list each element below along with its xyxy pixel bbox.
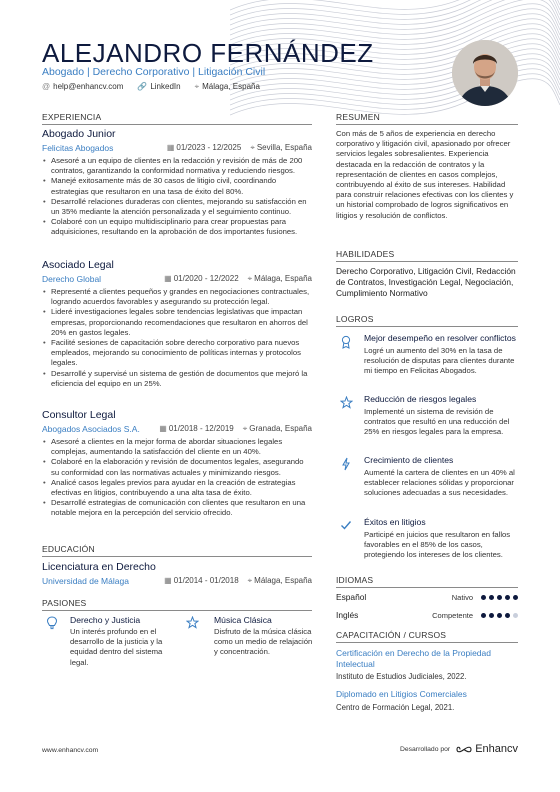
experience-item [42, 409, 312, 519]
powered-by-label: Desarrollado por [399, 745, 451, 753]
rating-dot [513, 613, 518, 618]
bullet-item: • Desarrollé relaciones duraderas con clientes, mejorando su satisfacción en un 35% mediante la atención personalizada y el seguimiento continuo. [42, 197, 312, 217]
enhancv-logo[interactable] [456, 743, 518, 755]
education-divider [42, 556, 312, 557]
company-name: Abogados Asociados S.A. [42, 424, 140, 434]
job-bullets [42, 156, 312, 238]
school-name: Universidad de Málaga [42, 576, 129, 586]
course-org: Instituto de Estudios Judiciales, 2022. [336, 672, 467, 681]
location-text: Málaga, España [202, 82, 260, 91]
location-pin-icon: ⌖ [242, 424, 248, 433]
education-dates: ▦ 01/2014 - 01/2018 [164, 576, 239, 585]
passion-title: Derecho y Justicia [70, 615, 141, 625]
job-dates: ▦ 01/2018 - 12/2019 [159, 424, 234, 433]
calendar-icon: ▦ [159, 424, 167, 433]
bullet-item: • Asesoré a un equipo de clientes en la redacción y revisión de más de 200 contratos, garantizando la conformidad normativa y reduciendo riesgos. [42, 156, 312, 176]
check-icon [336, 517, 356, 560]
languages-heading: IDIOMAS [336, 575, 374, 585]
contact-bar [42, 82, 260, 92]
achievement-title: Éxitos en litigios [364, 517, 426, 527]
language-rating [481, 595, 518, 600]
education-item [42, 561, 312, 586]
skills-text: Derecho Corporativo, Litigación Civil, Redacción de Contratos, Investigación Legal, Negociación, Cumplimiento Normativo [336, 266, 516, 298]
rating-dot [481, 595, 486, 600]
achievement-item [336, 517, 518, 560]
award-icon [336, 333, 356, 376]
profile-photo [452, 40, 518, 106]
rating-dot [489, 613, 494, 618]
passions-divider [42, 610, 312, 611]
location-pin-icon: ⌖ [247, 576, 253, 585]
lightbulb-icon [42, 615, 62, 668]
training-heading: CAPACITACIÓN / CURSOS [336, 630, 447, 640]
job-bullets [42, 287, 312, 389]
bullet-item: • Manejé exitosamente más de 30 casos de litigio civil, coordinando estrategias que resultaron en una tasa de éxito del 80%. [42, 176, 312, 196]
star-icon [186, 615, 206, 658]
achievement-title: Crecimiento de clientes [364, 455, 454, 465]
location-contact [195, 82, 260, 92]
experience-divider [42, 124, 312, 125]
course-title[interactable]: Certificación en Derecho de la Propiedad Intelectual [336, 648, 491, 669]
bullet-item: • Colaboré con un equipo multidisciplinario para crear propuestas para adquisiciones, resultando en la aprobación de dos importantes fusiones. [42, 217, 312, 237]
rating-dot [505, 595, 510, 600]
bullet-item: • Facilité sesiones de capacitación sobre derecho corporativo para nuevos empleados, mejorando su conocimiento de políticas internas y protocolos legales. [42, 338, 312, 369]
bullet-item: • Desarrollé estrategias de comunicación con clientes que resultaron en una notable mejora en la percepción del servicio ofrecido. [42, 498, 312, 518]
achievements-divider [336, 326, 518, 327]
location-pin-icon: ⌖ [194, 82, 200, 91]
calendar-icon: ▦ [164, 274, 172, 283]
calendar-icon: ▦ [166, 143, 175, 152]
calendar-icon: ▦ [164, 576, 172, 585]
training-divider [336, 642, 518, 643]
rating-dot [497, 595, 502, 600]
achievement-item [336, 455, 518, 498]
job-bullets [42, 437, 312, 519]
location-pin-icon: ⌖ [247, 274, 253, 283]
job-dates: ▦ 01/2020 - 12/2022 [164, 274, 239, 283]
company-name: Felicitas Abogados [42, 143, 114, 153]
language-level: Nativo [451, 592, 473, 602]
achievement-desc: Implementé un sistema de revisión de contratos que resultó en una reducción del 25% en riesgos legales para la empresa. [364, 406, 510, 436]
summary-text: Con más de 5 años de experiencia en derecho corporativo y litigación civil, apasionado por ofrecer servicios legales sobresalientes. Experiencia destacada en la redacción de contratos y la representación de clientes en casos complejos, contribuyendo al éxito de sus intereses. Habilidad para construir relaciones efectivas con los clientes y un historial comprobado de logros significativos en litigios y resolución de conflictos. [336, 129, 514, 220]
achievement-item [336, 394, 518, 437]
job-location: ⌖ Málaga, España [247, 274, 312, 283]
job-location: ⌖ Granada, España [242, 424, 312, 433]
rating-dot [481, 613, 486, 618]
infinity-icon [456, 745, 472, 754]
rating-dot [497, 613, 502, 618]
linkedin-text: LinkedIn [150, 82, 181, 91]
degree-title: Licenciatura en Derecho [42, 561, 156, 573]
passion-item [186, 615, 316, 658]
rating-dot [513, 595, 518, 600]
passion-desc: Disfruto de la música clásica como un medio de relajación y concentración. [214, 627, 313, 657]
achievement-desc: Participé en juicios que resultaron en fallos favorables en el 85% de los casos, protegiendo los intereses de los clientes. [364, 529, 511, 559]
experience-item [42, 259, 312, 389]
at-icon: @ [42, 82, 51, 91]
job-title: Asociado Legal [42, 259, 114, 271]
bullet-item: • Representé a clientes pequeños y grandes en negociaciones contractuales, logrando acuerdos favorables y asegurando su protección legal. [42, 287, 312, 307]
education-heading: EDUCACIÓN [42, 544, 95, 554]
email-contact[interactable] [42, 82, 123, 92]
language-row [336, 610, 518, 620]
achievement-title: Reducción de riesgos legales [364, 394, 477, 404]
email-text: help@enhancv.com [53, 82, 124, 91]
language-level: Competente [432, 610, 473, 620]
passion-desc: Un interés profundo en el desarrollo de la justicia y la equidad dentro del sistema legal. [70, 627, 163, 667]
course-title[interactable]: Diplomado en Litigios Comerciales [336, 689, 467, 699]
skills-heading: HABILIDADES [336, 249, 395, 259]
star-icon [336, 394, 356, 437]
company-name: Derecho Global [42, 274, 102, 284]
job-title: Consultor Legal [42, 409, 116, 421]
summary-divider [336, 124, 518, 125]
experience-heading: EXPERIENCIA [42, 112, 102, 122]
languages-divider [336, 587, 518, 588]
passion-title: Música Clásica [214, 615, 272, 625]
passion-item [42, 615, 172, 668]
bullet-item: • Desarrollé y supervisé un sistema de gestión de documentos que mejoró la eficiencia del equipo en un 25%. [42, 369, 312, 389]
summary-heading: RESUMEN [336, 112, 380, 122]
language-rating [481, 613, 518, 618]
experience-item [42, 128, 312, 238]
profile-photo-illustration [452, 40, 518, 106]
footer-brand [400, 743, 518, 755]
candidate-name: ALEJANDRO FERNÁNDEZ [42, 38, 374, 68]
link-icon: 🔗 [137, 82, 148, 91]
bullet-item: • Colaboré en la elaboración y revisión de documentos legales, asegurando su conformidad con las normativas actuales y minimizando riesgos. [42, 457, 312, 477]
bullet-item: • Asesoré a clientes en la mejor forma de abordar situaciones legales complejas, aumentando la satisfacción del cliente en un 40%. [42, 437, 312, 457]
achievement-title: Mejor desempeño en resolver conflictos [364, 333, 516, 343]
footer-website[interactable]: www.enhancv.com [42, 747, 99, 754]
bullet-item: • Analicé casos legales previos para ayudar en la creación de estrategias efectivas en litigios, contribuyendo a una alta tasa de éxito. [42, 478, 312, 498]
bullet-item: • Lideré investigaciones legales sobre tendencias legislativas que impactan empresas, proporcionando recomendaciones que resultaron en ahorros del 20% en gastos legales. [42, 307, 312, 338]
skills-divider [336, 261, 518, 262]
bolt-icon [336, 455, 356, 498]
course-org: Centro de Formación Legal, 2021. [336, 703, 455, 712]
passions-heading: PASIONES [42, 598, 87, 608]
job-dates: ▦ 01/2023 - 12/2025 [166, 143, 242, 152]
language-row [336, 592, 518, 602]
achievement-desc: Aumenté la cartera de clientes en un 40% al establecer relaciones sólidas y proporcionar soluciones adecuadas a sus necesidades. [364, 467, 515, 497]
job-title: Abogado Junior [42, 128, 116, 140]
rating-dot [489, 595, 494, 600]
achievement-item [336, 333, 518, 376]
language-name: Español [336, 592, 367, 602]
education-location: ⌖ Málaga, España [247, 576, 312, 585]
job-location: ⌖ Sevilla, España [250, 143, 312, 152]
location-pin-icon: ⌖ [250, 143, 255, 152]
achievement-desc: Logré un aumento del 30% en la tasa de resolución de disputas para clientes durante mi tiempo en Felicitas Abogados. [364, 345, 515, 375]
brand-text: Enhancv [475, 743, 518, 755]
achievements-heading: LOGROS [336, 314, 374, 324]
candidate-tagline: Abogado | Derecho Corporativo | Litigación Civil [42, 66, 266, 78]
rating-dot [505, 613, 510, 618]
linkedin-contact[interactable] [137, 82, 180, 92]
language-name: Inglés [336, 610, 359, 620]
